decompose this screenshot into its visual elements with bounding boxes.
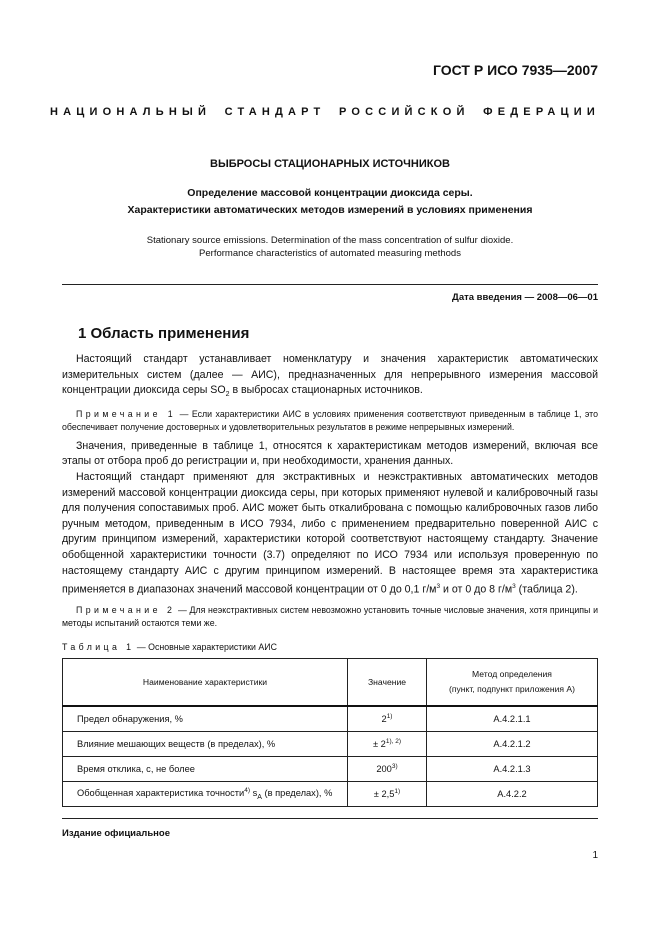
subscript: A: [257, 793, 262, 801]
note-2: [62, 604, 598, 630]
cell-value: [348, 757, 427, 782]
table-row: [63, 732, 598, 757]
footnote-ref: 3): [391, 763, 398, 771]
symbol: s: [250, 788, 258, 799]
note-text: — Для неэкстрактивных систем невозможно установить точные числовые значения, хотя принципы и методы испытаний остаются теми же.: [62, 605, 598, 629]
footnote-ref: 4): [244, 787, 251, 795]
cell-value: [348, 782, 427, 807]
caption-text: — Основные характеристики АИС: [134, 642, 277, 652]
effective-date: Дата введения — 2008—06—01: [452, 292, 598, 303]
header-line: (пункт, подпункт приложения А): [448, 684, 576, 694]
note-label: Примечание 1: [76, 408, 177, 419]
page-number: 1: [592, 850, 598, 861]
note-text: — Если характеристики АИС в условиях применения соответствуют приведенным в таблице 1, это обеспечивает получение достоверных и удовлетворительных результатов в режиме непрерывных измерений.: [62, 408, 598, 432]
table-row: [63, 757, 598, 782]
text: и от 0 до 8 г/м: [440, 583, 513, 596]
superscript: 3: [512, 583, 516, 591]
paragraph: [62, 352, 598, 403]
table-row: [63, 782, 598, 807]
edition-label: Издание официальное: [62, 828, 170, 839]
banner-word: РОССИЙСКОЙ: [339, 106, 470, 118]
english-title: [62, 234, 598, 260]
section-heading: 1 Область применения: [78, 325, 250, 342]
cell-method: A.4.2.2: [427, 782, 598, 807]
note-1: [62, 408, 598, 434]
subtitle-line: Определение массовой концентрации диоксида серы.: [187, 187, 473, 199]
english-title-line: Stationary source emissions. Determination of the mass concentration of sulfur dioxide.: [146, 235, 514, 246]
text: Обобщенная характеристика точности: [77, 788, 245, 799]
value: 2: [381, 714, 387, 725]
cell-method: A.4.2.1.1: [427, 706, 598, 732]
text: Настоящий стандарт применяют для экстрактивных и неэкстрактивных автоматических методов измерений массовой концентрации диоксида серы, при которых применяют нулевой и калибровочный газы для получения сопоставимых проб. АИС может быть откалибрована с помощью калибровочных газов либо ручным методом, приведенным в ИСО 7934, либо с применением предварительно поверенной АИС с другим принципом измерений, характеристики которой соответствуют настоящему стандарту. Значение обобщенной характеристики точности (3.7) определяют по ИСО 7934 или используя проверенную по настоящему стандарту АИС с другим принципом измерений. В настоящее время эта характеристика применяется в диапазонах значений массовой концентрации от 0 до 0,1 г/м: [62, 471, 598, 596]
value: ± 2: [372, 739, 386, 750]
column-header: Наименование характеристики: [63, 659, 348, 707]
paragraph: Значения, приведенные в таблице 1, относятся к характеристикам методов измерений, включая все этапы от отбора проб до регистрации и, при необходимости, хранения данных.: [62, 439, 598, 468]
column-header: [427, 659, 598, 707]
banner-word: СТАНДАРТ: [224, 106, 326, 118]
value: ± 2,5: [373, 789, 395, 800]
table-caption: [62, 642, 277, 652]
value: 200: [376, 764, 392, 775]
cell-name: [63, 782, 348, 807]
text: (в пределах), %: [261, 788, 333, 799]
header-line: Метод определения: [472, 669, 552, 679]
english-title-line: Performance characteristics of automated measuring methods: [199, 248, 461, 259]
characteristics-table: [62, 658, 598, 807]
superscript: 3: [436, 583, 441, 591]
cell-value: [348, 732, 427, 757]
text: Настоящий стандарт устанавливает номенклатуру и значения характеристик автоматических измерительных систем (далее — АИС), предназначенных для непрерывного измерения массовой концентрации диоксида серы SO: [62, 353, 598, 397]
cell-name: Время отклика, с, не более: [63, 757, 348, 782]
divider: [62, 284, 598, 285]
cell-value: [348, 706, 427, 732]
section-body: [62, 352, 598, 630]
banner-word: ФЕДЕРАЦИИ: [483, 106, 600, 118]
footnote-ref: 1), 2): [385, 738, 402, 746]
document-id: ГОСТ Р ИСО 7935—2007: [433, 62, 598, 78]
column-header: Значение: [348, 659, 427, 707]
subtitle-line: Характеристики автоматических методов измерений в условиях применения: [127, 204, 533, 216]
document-subtitle: [62, 185, 598, 219]
banner-word: НАЦИОНАЛЬНЫЙ: [50, 106, 212, 118]
caption-label: Таблица 1: [62, 642, 135, 652]
cell-name: Предел обнаружения, %: [63, 706, 348, 732]
table-header-row: [63, 659, 598, 707]
table-row: [63, 706, 598, 732]
paragraph: [62, 470, 598, 598]
cell-method: A.4.2.1.2: [427, 732, 598, 757]
subscript: 2: [225, 391, 230, 399]
text: (таблица 2).: [515, 583, 578, 596]
text: в выбросах стационарных источников.: [229, 384, 423, 397]
footnote-ref: 1): [386, 713, 393, 721]
cell-method: A.4.2.1.3: [427, 757, 598, 782]
note-label: Примечание 2: [76, 605, 176, 616]
cell-name: Влияние мешающих веществ (в пределах), %: [63, 732, 348, 757]
footnote-ref: 1): [394, 788, 401, 796]
document-title: ВЫБРОСЫ СТАЦИОНАРНЫХ ИСТОЧНИКОВ: [210, 158, 450, 170]
divider: [62, 818, 598, 819]
standard-banner: [50, 106, 600, 118]
